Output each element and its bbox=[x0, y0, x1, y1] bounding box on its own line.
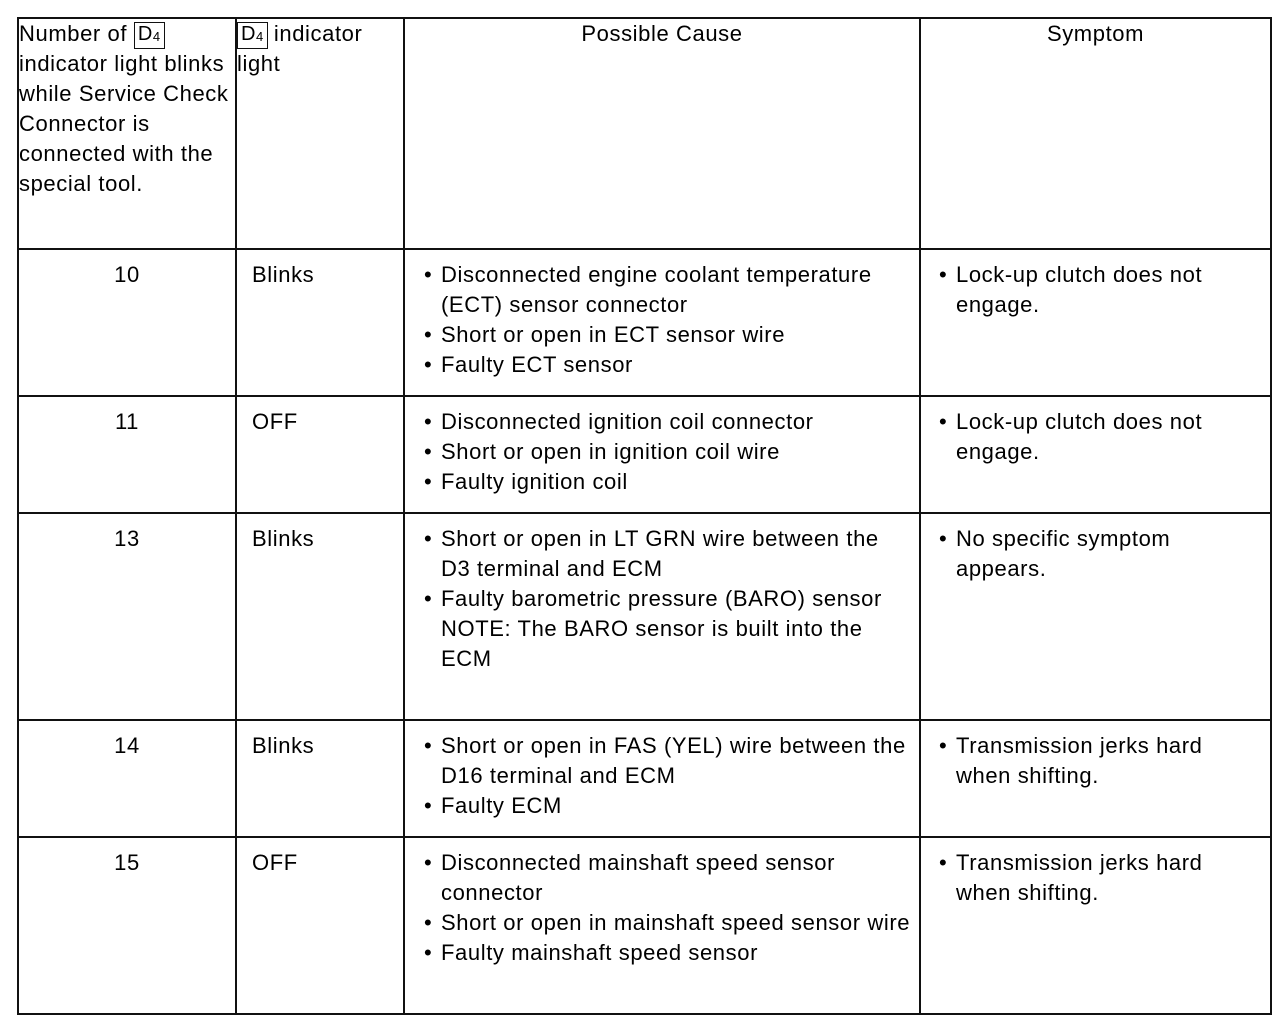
blink-count-cell: 13 bbox=[18, 513, 236, 720]
cause-item: • Faulty ECM bbox=[422, 791, 911, 821]
possible-cause-cell bbox=[404, 720, 920, 837]
possible-cause-cell bbox=[404, 396, 920, 513]
cause-item: • Disconnected ignition coil connector bbox=[422, 407, 911, 437]
header-possible-cause: Possible Cause bbox=[404, 18, 920, 249]
indicator-light-cell: OFF bbox=[236, 837, 404, 1014]
d4-indicator-box: $D_4$ bbox=[134, 22, 165, 49]
symptom-cell bbox=[920, 249, 1271, 396]
indicator-light-cell: Blinks bbox=[236, 513, 404, 720]
blink-count-cell: 10 bbox=[18, 249, 236, 396]
symptom-item: • Transmission jerks hard when shifting. bbox=[937, 848, 1262, 908]
symptom-cell bbox=[920, 837, 1271, 1014]
symptom-item: • Lock-up clutch does not engage. bbox=[937, 407, 1262, 467]
table-row bbox=[18, 396, 1271, 513]
indicator-light-cell: Blinks bbox=[236, 720, 404, 837]
symptom-cell bbox=[920, 720, 1271, 837]
possible-cause-cell bbox=[404, 837, 920, 1014]
table-row bbox=[18, 513, 1271, 720]
diagnostic-table bbox=[17, 17, 1272, 1015]
cause-item: • Short or open in LT GRN wire between the D3 terminal and ECM bbox=[422, 524, 911, 584]
symptom-item: • Transmission jerks hard when shifting. bbox=[937, 731, 1262, 791]
cause-item: • Short or open in ECT sensor wire bbox=[422, 320, 911, 350]
indicator-light-cell: Blinks bbox=[236, 249, 404, 396]
header-row bbox=[18, 18, 1271, 249]
header-symptom: Symptom bbox=[920, 18, 1271, 249]
header-indicator-light bbox=[236, 18, 404, 249]
d4-indicator-box: $D_4$ bbox=[237, 22, 268, 49]
symptom-item: • No specific symptom appears. bbox=[937, 524, 1262, 584]
symptom-cell bbox=[920, 513, 1271, 720]
possible-cause-cell bbox=[404, 513, 920, 720]
header-blink-count bbox=[18, 18, 236, 249]
cause-item: • Short or open in mainshaft speed sensor wire bbox=[422, 908, 911, 938]
cause-item: • Faulty mainshaft speed sensor bbox=[422, 938, 911, 968]
cause-item: • Faulty ignition coil bbox=[422, 467, 911, 497]
cause-item: • Faulty ECT sensor bbox=[422, 350, 911, 380]
table-row bbox=[18, 837, 1271, 1014]
header-light-post: indicator light bbox=[237, 21, 363, 76]
blink-count-cell: 14 bbox=[18, 720, 236, 837]
symptom-cell bbox=[920, 396, 1271, 513]
possible-cause-cell bbox=[404, 249, 920, 396]
cause-item: • Disconnected engine coolant temperature (ECT) sensor connector bbox=[422, 260, 911, 320]
table-row bbox=[18, 720, 1271, 837]
indicator-light-cell: OFF bbox=[236, 396, 404, 513]
blink-count-cell: 15 bbox=[18, 837, 236, 1014]
cause-note: NOTE: The BARO sensor is built into the ECM bbox=[441, 616, 863, 671]
blink-count-cell: 11 bbox=[18, 396, 236, 513]
cause-item: • Short or open in ignition coil wire bbox=[422, 437, 911, 467]
header-count-pre: Number of bbox=[19, 21, 128, 46]
cause-item: • Faulty barometric pressure (BARO) sensor bbox=[422, 584, 911, 614]
cause-item: • Disconnected mainshaft speed sensor connector bbox=[422, 848, 911, 908]
cause-item: • Short or open in FAS (YEL) wire between the D16 terminal and ECM bbox=[422, 731, 911, 791]
symptom-item: • Lock-up clutch does not engage. bbox=[937, 260, 1262, 320]
header-count-post: indicator light blinks while Service Check Connector is connected with the special tool. bbox=[19, 51, 229, 196]
table-row bbox=[18, 249, 1271, 396]
